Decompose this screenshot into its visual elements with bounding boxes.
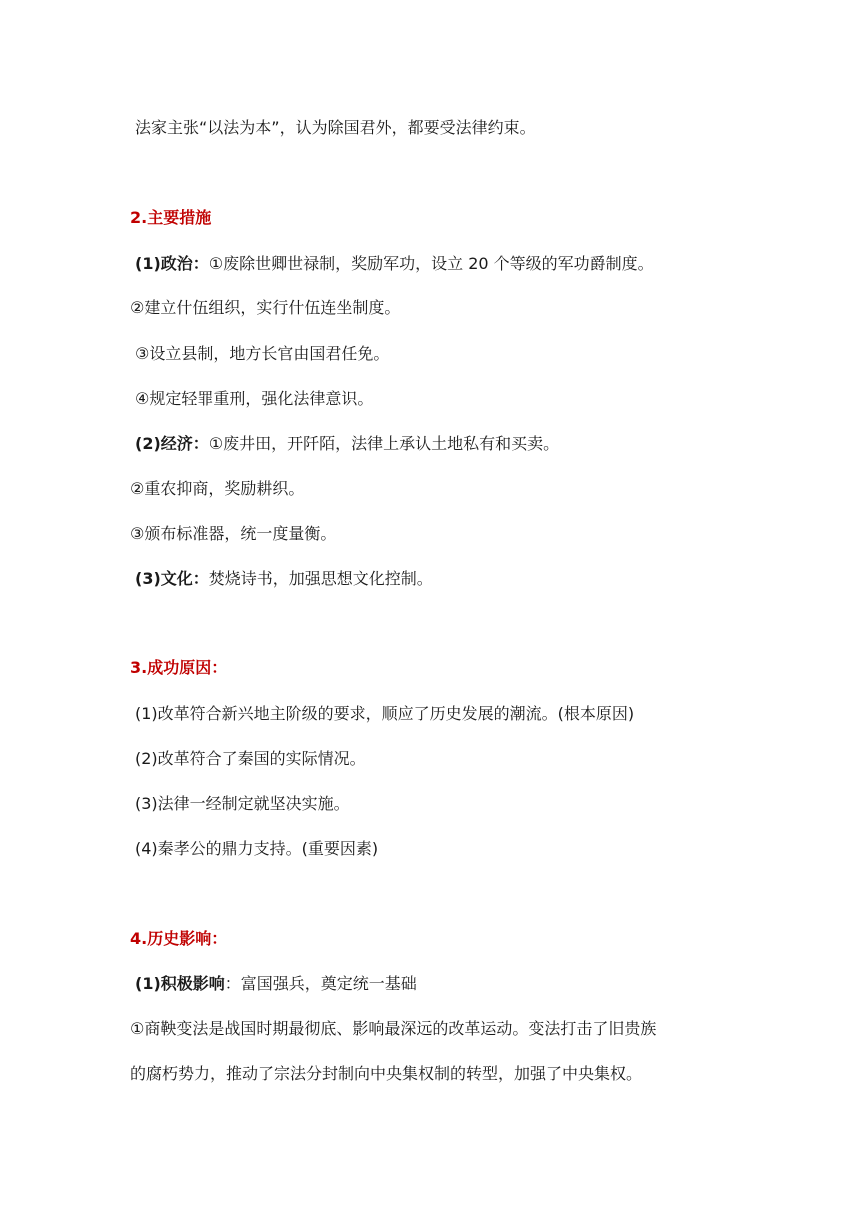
section-heading-impact: 4.历史影响： (130, 929, 228, 948)
culture-label: (3)文化： (135, 569, 209, 588)
positive-impact-label: (1)积极影响 (135, 974, 225, 993)
reason-item-1: (1)改革符合新兴地主阶级的要求，顺应了历史发展的潮流。(根本原因) (135, 704, 635, 723)
politics-item-1: ①废除世卿世禄制，奖励军功，设立 20 个等级的军功爵制度。 (208, 254, 654, 273)
positive-impact-summary: ：富国强兵，奠定统一基础 (224, 974, 417, 993)
reason-item-3: (3)法律一经制定就坚决实施。 (135, 794, 350, 813)
economy-measure-1 (135, 434, 559, 454)
politics-measure-1 (135, 254, 654, 274)
impact-paragraph-line-1: ①商鞅变法是战国时期最彻底、影响最深远的改革运动。变法打击了旧贵族 (130, 1019, 657, 1038)
politics-item-3: ③设立县制，地方长官由国君任免。 (135, 344, 390, 363)
culture-item-1: 焚烧诗书，加强思想文化控制。 (208, 569, 433, 588)
section-heading-measures: 2.主要措施 (130, 208, 212, 227)
positive-impact-line (135, 974, 417, 994)
economy-label: (2)经济： (135, 434, 209, 453)
intro-text: 法家主张“以法为本”，认为除国君外，都要受法律约束。 (135, 118, 536, 137)
politics-item-2: ②建立什伍组织，实行什伍连坐制度。 (130, 298, 401, 317)
economy-item-3: ③颁布标准器，统一度量衡。 (130, 524, 337, 543)
reason-item-4: (4)秦孝公的鼎力支持。(重要因素) (135, 839, 379, 858)
culture-measure (135, 569, 433, 589)
economy-item-1: ①废井田，开阡陌，法律上承认土地私有和买卖。 (208, 434, 560, 453)
politics-label: (1)政治： (135, 254, 209, 273)
reason-item-2: (2)改革符合了秦国的实际情况。 (135, 749, 366, 768)
section-heading-reasons: 3.成功原因： (130, 658, 228, 677)
impact-paragraph-line-2: 的腐朽势力，推动了宗法分封制向中央集权制的转型，加强了中央集权。 (130, 1064, 643, 1083)
economy-item-2: ②重农抑商，奖励耕织。 (130, 479, 305, 498)
politics-item-4: ④规定轻罪重刑，强化法律意识。 (135, 389, 374, 408)
